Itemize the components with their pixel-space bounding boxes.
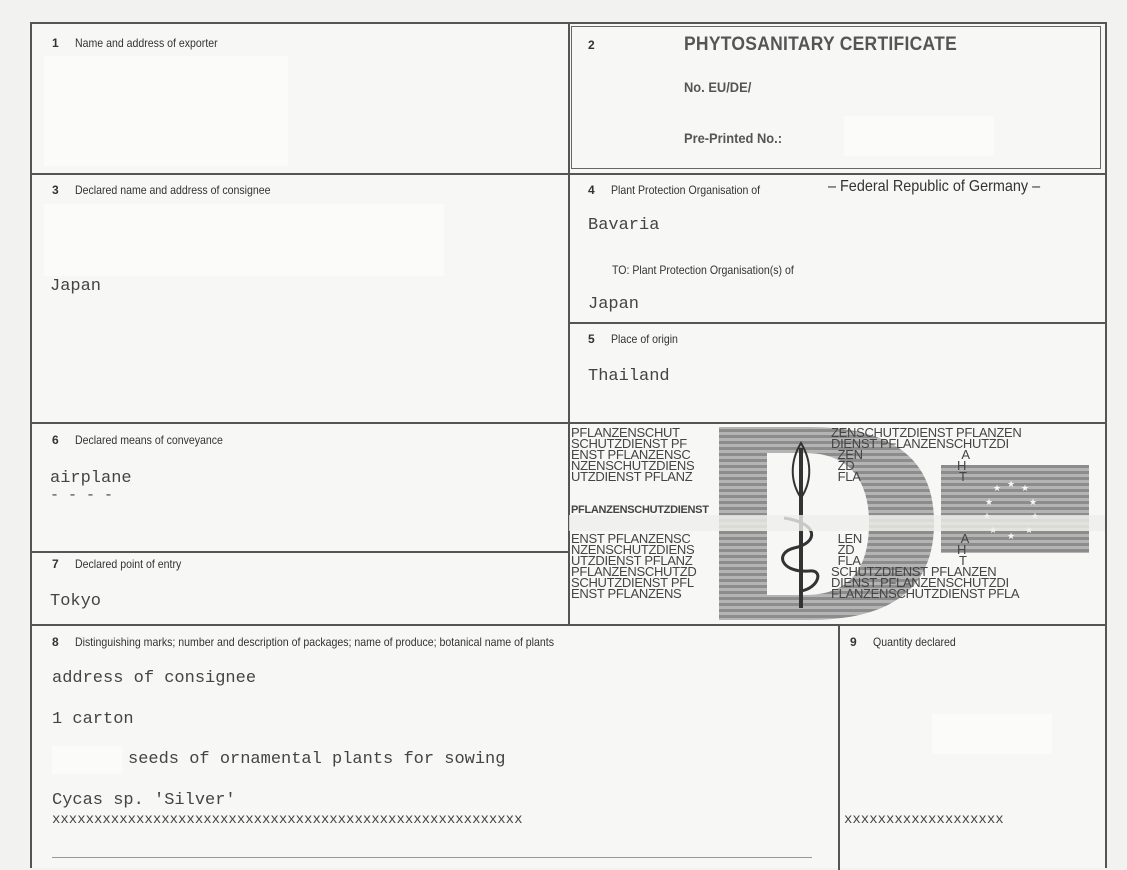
divider-box4-5 <box>568 322 1105 324</box>
marks-line-3: seeds of ornamental plants for sowing <box>128 750 506 769</box>
place-of-origin: Thailand <box>588 367 670 386</box>
point-of-entry: Tokyo <box>50 592 102 611</box>
divider-row-5 <box>32 624 1105 626</box>
box4-header: 4 Plant Protection Organisation of <box>588 183 761 197</box>
marks-line-1: address of consignee <box>52 669 257 688</box>
redacted-preprinted-number <box>844 116 994 156</box>
emblem-text-left: PFLANZENSCHUT SCHUTZDIENST PF ENST PFLANZENSC NZENSCHUTZDIENS UTZDIENST PFLANZ <box>571 425 695 484</box>
emblem-word: PFLANZENSCHUTZDIENST <box>571 504 709 516</box>
svg-text:★: ★ <box>1021 484 1030 494</box>
pflanzenschutzdienst-emblem <box>569 423 1105 624</box>
box5-header: 5 Place of origin <box>588 332 679 346</box>
redacted-produce <box>52 746 122 774</box>
svg-text:★: ★ <box>1007 532 1016 542</box>
box7-header: 7 Declared point of entry <box>52 557 182 571</box>
certificate-number-label: No. EU/DE/ <box>684 79 752 95</box>
svg-text:★: ★ <box>1007 480 1016 490</box>
conveyance-dashes: - - - - <box>50 487 114 504</box>
svg-text:★: ★ <box>985 498 994 508</box>
marks-line-4: Cycas sp. 'Silver' <box>52 791 236 810</box>
emblem-text-right-lower: LEN A ZD H FLA T SCHUTZDIENST PFLANZEN DIENST PFLANZENSCHUTZDI FLANZENSCHUTZDIENST PFLA <box>831 531 1020 601</box>
box3-header: 3 Declared name and address of consignee <box>52 183 271 197</box>
redacted-consignee <box>44 204 444 276</box>
certificate-sheet <box>30 22 1107 868</box>
consignee-country: Japan <box>50 277 102 296</box>
box8-underline <box>52 857 812 858</box>
emblem-text-left-lower: ENST PFLANZENSC NZENSCHUTZDIENS UTZDIENST PFLANZ PFLANZENSCHUTZD SCHUTZDIENST PFL ENST PFLANZENS <box>571 531 697 601</box>
box2-number: 2 <box>588 38 595 52</box>
marks-xline: xxxxxxxxxxxxxxxxxxxxxxxxxxxxxxxxxxxxxxxxxxxxxxxxxxxxxxxx <box>52 812 523 828</box>
to-ppo-label: TO: Plant Protection Organisation(s) of <box>612 263 794 277</box>
box6-header: 6 Declared means of conveyance <box>52 433 224 447</box>
divider-row-1 <box>32 173 1105 175</box>
means-of-conveyance: airplane <box>50 469 132 488</box>
to-ppo-country: Japan <box>588 295 640 314</box>
certificate-title: PHYTOSANITARY CERTIFICATE <box>684 34 958 55</box>
divider-box8-9 <box>838 624 840 870</box>
svg-text:★: ★ <box>993 484 1002 494</box>
country-germany: – Federal Republic of Germany – <box>828 178 1041 195</box>
box1-label: Name and address of exporter <box>75 36 218 50</box>
box9-header: 9 Quantity declared <box>850 635 956 649</box>
marks-line-2: 1 carton <box>52 710 134 729</box>
divider-box6-7 <box>32 551 569 553</box>
box8-header: 8 Distinguishing marks; number and description of packages; name of produce; botanical name of plants <box>52 635 555 649</box>
box1-number: 1 <box>52 36 59 50</box>
quantity-xline: xxxxxxxxxxxxxxxxxxx <box>844 812 1004 828</box>
preprinted-number-label: Pre-Printed No.: <box>684 130 783 146</box>
ppo-region: Bavaria <box>588 216 660 235</box>
box1-header <box>52 34 237 52</box>
redacted-exporter <box>44 56 288 166</box>
emblem-text-right: ZENSCHUTZDIENST PFLANZEN DIENST PFLANZENSCHUTZDI ZEN A ZD H FLA T <box>831 425 1022 484</box>
redacted-quantity <box>932 714 1052 754</box>
svg-text:★: ★ <box>1029 498 1038 508</box>
